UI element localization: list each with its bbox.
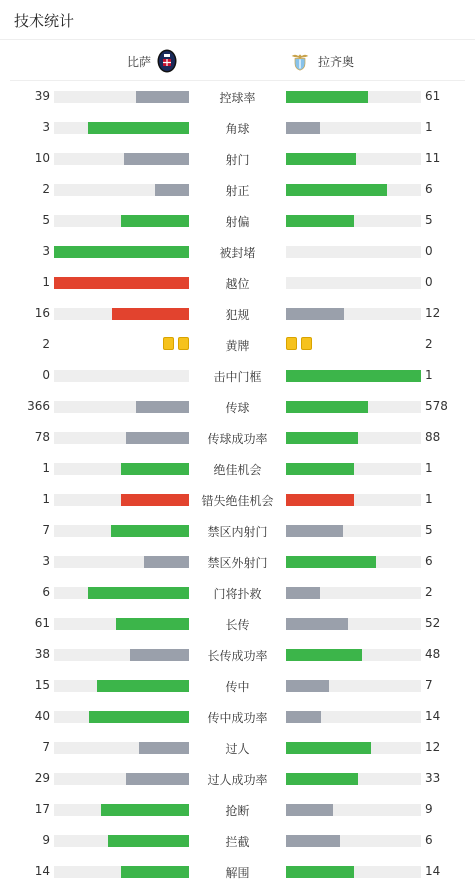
home-bar-fill <box>101 804 189 816</box>
stat-label: 拦截 <box>225 835 250 849</box>
away-bar-track <box>286 866 421 878</box>
stat-row <box>0 453 475 484</box>
stat-label: 解围 <box>225 866 250 880</box>
away-bar-track <box>286 649 421 661</box>
away-bar-track <box>286 680 421 692</box>
stat-label: 过人成功率 <box>207 773 268 787</box>
home-bar-fill <box>124 153 189 165</box>
away-bar-fill <box>286 866 354 878</box>
stat-row <box>0 546 475 577</box>
home-bar-fill <box>121 215 189 227</box>
home-bar-track <box>54 91 189 103</box>
away-bar-track <box>286 370 421 382</box>
home-value: 3 <box>42 244 50 258</box>
away-bar-track <box>286 246 421 258</box>
home-bar-fill <box>155 184 189 196</box>
home-value: 7 <box>42 740 50 754</box>
stat-label: 抢断 <box>225 804 250 818</box>
home-team[interactable] <box>127 41 177 81</box>
home-yellow-cards <box>161 337 189 351</box>
home-value: 38 <box>34 647 50 661</box>
away-bar-track <box>286 835 421 847</box>
away-bar-fill <box>286 742 371 754</box>
yellow-card-icon <box>178 337 189 350</box>
stat-label: 禁区内射门 <box>207 525 268 539</box>
home-value: 17 <box>34 802 50 816</box>
away-value: 14 <box>425 864 441 878</box>
home-value: 3 <box>42 120 50 134</box>
away-bar-fill <box>286 494 354 506</box>
away-value: 14 <box>425 709 441 723</box>
home-bar-fill <box>54 246 189 258</box>
stat-row <box>0 143 475 174</box>
pisa-crest-icon <box>157 49 177 73</box>
home-bar-fill <box>116 618 189 630</box>
section-header <box>0 0 475 40</box>
away-bar-track <box>286 308 421 320</box>
away-bar-fill <box>286 711 321 723</box>
stat-label: 传球 <box>225 401 250 415</box>
stat-row <box>0 763 475 794</box>
stat-row <box>0 825 475 856</box>
away-bar-fill <box>286 835 340 847</box>
stat-label: 射正 <box>225 184 250 198</box>
home-value: 14 <box>34 864 50 878</box>
stat-row <box>0 205 475 236</box>
home-value: 7 <box>42 523 50 537</box>
away-team-name: 拉齐奥 <box>318 54 355 69</box>
home-bar-track <box>54 711 189 723</box>
home-bar-track <box>54 463 189 475</box>
stat-label: 被封堵 <box>219 246 256 260</box>
away-bar-fill <box>286 773 358 785</box>
away-bar-track <box>286 556 421 568</box>
away-bar-track <box>286 184 421 196</box>
home-bar-track <box>54 556 189 568</box>
stat-row <box>0 422 475 453</box>
home-bar-fill <box>144 556 189 568</box>
stat-row <box>0 701 475 732</box>
home-bar-track <box>54 680 189 692</box>
away-bar-track <box>286 494 421 506</box>
stat-label: 传中成功率 <box>207 711 268 725</box>
home-bar-track <box>54 370 189 382</box>
away-bar-track <box>286 153 421 165</box>
home-bar-track <box>54 866 189 878</box>
stat-row <box>0 236 475 267</box>
home-bar-fill <box>130 649 189 661</box>
away-value: 33 <box>425 771 441 785</box>
home-value: 366 <box>27 399 50 413</box>
home-value: 9 <box>42 833 50 847</box>
home-value: 29 <box>34 771 50 785</box>
home-value: 0 <box>42 368 50 382</box>
away-value: 6 <box>425 833 433 847</box>
stat-label: 击中门框 <box>213 370 262 384</box>
stat-row <box>0 577 475 608</box>
away-value: 11 <box>425 151 441 165</box>
stat-label: 传中 <box>225 680 250 694</box>
away-bar-fill <box>286 804 333 816</box>
away-value: 48 <box>425 647 441 661</box>
stat-label: 犯规 <box>225 308 250 322</box>
home-bar-track <box>54 153 189 165</box>
stat-row <box>0 81 475 112</box>
stat-label: 传球成功率 <box>207 432 268 446</box>
home-bar-fill <box>88 122 189 134</box>
home-bar-fill <box>112 308 189 320</box>
away-bar-fill <box>286 370 421 382</box>
stat-row <box>0 360 475 391</box>
stat-label: 错失绝佳机会 <box>201 494 274 508</box>
away-bar-fill <box>286 556 376 568</box>
home-value: 40 <box>34 709 50 723</box>
away-value: 2 <box>425 585 433 599</box>
home-value: 10 <box>34 151 50 165</box>
home-bar-fill <box>88 587 189 599</box>
home-value: 15 <box>34 678 50 692</box>
yellow-card-icon <box>286 337 297 350</box>
away-value: 1 <box>425 368 433 382</box>
home-bar-track <box>54 184 189 196</box>
home-value: 5 <box>42 213 50 227</box>
stat-row <box>0 608 475 639</box>
home-value: 16 <box>34 306 50 320</box>
home-bar-track <box>54 587 189 599</box>
stat-row <box>0 391 475 422</box>
home-bar-track <box>54 525 189 537</box>
home-bar-track <box>54 246 189 258</box>
home-bar-fill <box>121 463 189 475</box>
away-bar-fill <box>286 91 368 103</box>
home-bar-fill <box>136 91 189 103</box>
stat-row <box>0 484 475 515</box>
away-bar-fill <box>286 525 343 537</box>
home-bar-fill <box>139 742 189 754</box>
stat-row <box>0 515 475 546</box>
away-value: 6 <box>425 554 433 568</box>
stat-row <box>0 639 475 670</box>
away-bar-track <box>286 525 421 537</box>
home-bar-fill <box>126 773 189 785</box>
stat-label: 绝佳机会 <box>213 463 262 477</box>
stat-label: 长传 <box>225 618 250 632</box>
away-bar-track <box>286 277 421 289</box>
home-bar-fill <box>97 680 189 692</box>
home-bar-track <box>54 277 189 289</box>
stat-row <box>0 794 475 825</box>
home-bar-fill <box>126 432 189 444</box>
home-bar-track <box>54 308 189 320</box>
away-bar-track <box>286 804 421 816</box>
away-bar-fill <box>286 432 358 444</box>
away-bar-track <box>286 215 421 227</box>
stat-row <box>0 732 475 763</box>
stat-label: 射门 <box>225 153 250 167</box>
away-bar-fill <box>286 153 356 165</box>
home-bar-track <box>54 432 189 444</box>
home-value: 78 <box>34 430 50 444</box>
home-bar-track <box>54 618 189 630</box>
away-value: 12 <box>425 306 441 320</box>
home-team-name: 比萨 <box>126 54 151 69</box>
home-value: 1 <box>42 492 50 506</box>
away-bar-track <box>286 618 421 630</box>
home-value: 2 <box>42 337 50 351</box>
away-bar-track <box>286 432 421 444</box>
away-bar-track <box>286 91 421 103</box>
away-bar-fill <box>286 215 354 227</box>
stat-label: 越位 <box>225 277 250 291</box>
away-bar-fill <box>286 587 320 599</box>
away-value: 0 <box>425 275 433 289</box>
home-bar-fill <box>111 525 189 537</box>
home-bar-fill <box>89 711 189 723</box>
away-bar-track <box>286 587 421 599</box>
stat-row <box>0 112 475 143</box>
away-bar-fill <box>286 618 348 630</box>
home-bar-track <box>54 215 189 227</box>
stat-row <box>0 329 475 360</box>
teams-header <box>10 41 465 81</box>
home-bar-fill <box>108 835 189 847</box>
away-value: 5 <box>425 213 433 227</box>
home-value: 1 <box>42 461 50 475</box>
stat-label: 黄牌 <box>225 339 250 353</box>
stat-row <box>0 174 475 205</box>
home-value: 39 <box>34 89 50 103</box>
away-bar-track <box>286 711 421 723</box>
stat-label: 禁区外射门 <box>207 556 268 570</box>
away-bar-track <box>286 773 421 785</box>
stat-row <box>0 267 475 298</box>
away-bar-fill <box>286 463 354 475</box>
home-bar-track <box>54 494 189 506</box>
home-bar-track <box>54 401 189 413</box>
away-value: 5 <box>425 523 433 537</box>
lazio-eagle-crest-icon <box>290 49 310 73</box>
away-bar-fill <box>286 680 329 692</box>
away-value: 6 <box>425 182 433 196</box>
home-bar-fill <box>121 494 189 506</box>
stats-list <box>0 81 475 887</box>
home-value: 1 <box>42 275 50 289</box>
stat-label: 射偏 <box>225 215 250 229</box>
home-bar-fill <box>136 401 189 413</box>
section-title: 技术统计 <box>14 12 75 30</box>
home-bar-track <box>54 742 189 754</box>
away-bar-track <box>286 742 421 754</box>
away-bar-track <box>286 401 421 413</box>
away-value: 9 <box>425 802 433 816</box>
home-value: 2 <box>42 182 50 196</box>
away-value: 1 <box>425 492 433 506</box>
home-bar-fill <box>121 866 189 878</box>
away-bar-fill <box>286 122 320 134</box>
away-value: 12 <box>425 740 441 754</box>
home-value: 3 <box>42 554 50 568</box>
away-value: 0 <box>425 244 433 258</box>
home-bar-track <box>54 773 189 785</box>
home-value: 61 <box>34 616 50 630</box>
away-bar-fill <box>286 308 344 320</box>
stat-row <box>0 298 475 329</box>
away-value: 52 <box>425 616 441 630</box>
away-team[interactable] <box>290 41 354 81</box>
home-bar-track <box>54 122 189 134</box>
away-value: 2 <box>425 337 433 351</box>
home-bar-fill <box>54 277 189 289</box>
stat-label: 门将扑救 <box>213 587 262 601</box>
stat-label: 过人 <box>225 742 250 756</box>
away-bar-fill <box>286 184 387 196</box>
home-bar-track <box>54 649 189 661</box>
yellow-card-icon <box>301 337 312 350</box>
home-bar-track <box>54 804 189 816</box>
away-bar-fill <box>286 401 368 413</box>
away-value: 1 <box>425 461 433 475</box>
away-bar-track <box>286 122 421 134</box>
home-bar-track <box>54 835 189 847</box>
away-yellow-cards <box>286 337 314 351</box>
away-value: 7 <box>425 678 433 692</box>
yellow-card-icon <box>163 337 174 350</box>
stat-row <box>0 856 475 887</box>
away-bar-fill <box>286 649 362 661</box>
stat-label: 角球 <box>225 122 250 136</box>
away-value: 1 <box>425 120 433 134</box>
away-value: 61 <box>425 89 441 103</box>
away-value: 88 <box>425 430 441 444</box>
away-bar-track <box>286 463 421 475</box>
stat-label: 长传成功率 <box>207 649 268 663</box>
stat-row <box>0 670 475 701</box>
away-value: 578 <box>425 399 448 413</box>
home-value: 6 <box>42 585 50 599</box>
stat-label: 控球率 <box>219 91 256 105</box>
